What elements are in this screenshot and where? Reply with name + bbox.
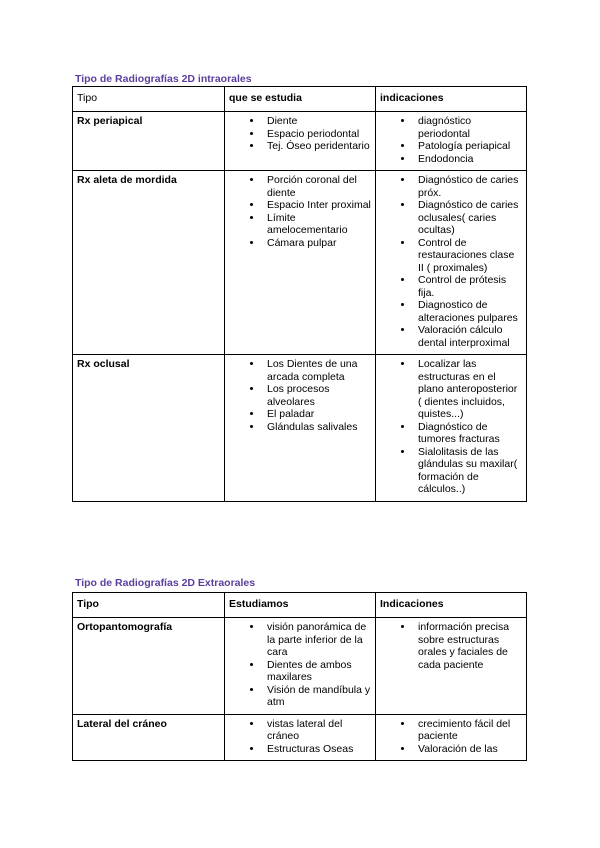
bullet-list xyxy=(229,115,371,153)
bullet-list xyxy=(229,358,371,433)
bullet-item: • Los Dientes de una arcada completa xyxy=(263,358,371,383)
bullet-item: • Espacio Inter proximal xyxy=(263,199,371,212)
bullet-item: • Límite amelocementario xyxy=(263,212,371,237)
row-estudia-cell xyxy=(225,112,376,171)
bullet-item: • Cámara pulpar xyxy=(263,237,371,250)
bullet-list xyxy=(229,174,371,249)
header-estudia: que se estudia xyxy=(225,87,376,112)
bullet-list xyxy=(380,718,522,756)
bullet-item: • Espacio periodontal xyxy=(263,128,371,141)
row-tipo: Ortopantomografía xyxy=(73,618,225,715)
bullet-item: • Diagnóstico de caries próx. xyxy=(414,174,522,199)
bullet-item: • visión panorámica de la parte inferior de la cara xyxy=(263,621,371,659)
table-row xyxy=(73,618,527,715)
bullet-item: • Dientes de ambos maxilares xyxy=(263,659,371,684)
section-title-extraorales: Tipo de Radiografías 2D Extraorales xyxy=(75,577,256,589)
header-indicaciones: Indicaciones xyxy=(376,593,527,618)
table-intraorales xyxy=(72,86,527,502)
row-tipo: Rx oclusal xyxy=(73,355,225,502)
bullet-item: • Sialolitasis de las glándulas su maxilar( formación de cálculos..) xyxy=(414,446,522,496)
header-indicaciones: indicaciones xyxy=(376,87,527,112)
bullet-list xyxy=(380,115,522,165)
row-estudia-cell xyxy=(225,171,376,355)
bullet-list xyxy=(380,621,522,671)
bullet-item: • Endodoncia xyxy=(414,153,522,166)
row-tipo: Rx aleta de mordida xyxy=(73,171,225,355)
row-indicaciones-cell xyxy=(376,714,527,761)
bullet-item: • Los procesos alveolares xyxy=(263,383,371,408)
row-tipo: Lateral del cráneo xyxy=(73,714,225,761)
header-tipo: Tipo xyxy=(73,593,225,618)
bullet-item: • vistas lateral del cráneo xyxy=(263,718,371,743)
table-extraorales xyxy=(72,592,527,761)
bullet-item: • Glándulas salivales xyxy=(263,421,371,434)
bullet-list xyxy=(380,358,522,496)
header-tipo: Tipo xyxy=(73,87,225,112)
row-indicaciones-cell xyxy=(376,355,527,502)
bullet-item: • El paladar xyxy=(263,408,371,421)
row-estudia-cell xyxy=(225,618,376,715)
bullet-list xyxy=(229,621,371,709)
bullet-item: • crecimiento fácil del paciente xyxy=(414,718,522,743)
row-estudia-cell xyxy=(225,714,376,761)
bullet-item: • Diagnóstico de caries oclusales( caries ocultas) xyxy=(414,199,522,237)
table-header-row xyxy=(73,87,527,112)
bullet-item: • Control de restauraciones clase II ( proximales) xyxy=(414,237,522,275)
bullet-item: • Patología periapical xyxy=(414,140,522,153)
row-indicaciones-cell xyxy=(376,618,527,715)
row-estudia-cell xyxy=(225,355,376,502)
bullet-item: • Diente xyxy=(263,115,371,128)
table-row xyxy=(73,171,527,355)
bullet-item: • Visión de mandíbula y atm xyxy=(263,684,371,709)
row-indicaciones-cell xyxy=(376,112,527,171)
table-row xyxy=(73,112,527,171)
table-header-row xyxy=(73,593,527,618)
table-row xyxy=(73,714,527,761)
bullet-item: • información precisa sobre estructuras orales y faciales de cada paciente xyxy=(414,621,522,671)
bullet-list xyxy=(229,718,371,756)
bullet-item: • Diagnostico de alteraciones pulpares xyxy=(414,299,522,324)
bullet-item: • Diagnóstico de tumores fracturas xyxy=(414,421,522,446)
bullet-item: • Control de prótesis fija. xyxy=(414,274,522,299)
row-indicaciones-cell xyxy=(376,171,527,355)
table-row xyxy=(73,355,527,502)
bullet-item: • Valoración de las xyxy=(414,743,522,756)
bullet-item: • Porción coronal del diente xyxy=(263,174,371,199)
bullet-item: • Valoración cálculo dental interproximal xyxy=(414,324,522,349)
section-title-intraorales: Tipo de Radiografías 2D intraorales xyxy=(75,73,252,85)
bullet-item: • diagnóstico periodontal xyxy=(414,115,522,140)
bullet-item: • Tej. Óseo peridentario xyxy=(263,140,371,153)
header-estudia: Estudiamos xyxy=(225,593,376,618)
bullet-list xyxy=(380,174,522,349)
bullet-item: • Localizar las estructuras en el plano anteroposterior ( dientes incluidos, quistes...) xyxy=(414,358,522,421)
row-tipo: Rx periapical xyxy=(73,112,225,171)
bullet-item: • Estructuras Oseas xyxy=(263,743,371,756)
